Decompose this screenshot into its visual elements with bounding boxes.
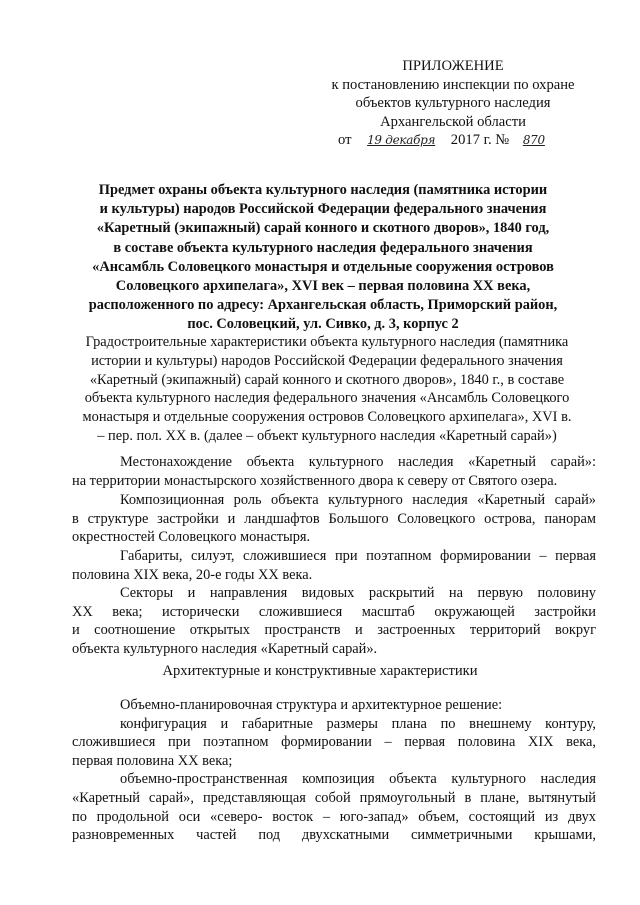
paragraph-line: Объемно-планировочная структура и архитектурное решение: — [120, 697, 503, 713]
appendix-label: ПРИЛОЖЕНИЕ — [402, 58, 504, 74]
paragraph-line: по продольной оси «северо- восток – юго-запад» объем, состоящий из двух — [72, 808, 596, 825]
paragraph-line: и соотношение открытых пространств и застроенных территорий вокруг — [72, 622, 596, 639]
title-line: пос. Соловецкий, ул. Сивко, д. 3, корпус 2 — [187, 316, 459, 333]
title-line: расположенного по адресу: Архангельская область, Приморский район, — [88, 297, 558, 314]
paragraph-line: Габариты, силуэт, сложившиеся при поэтапном формировании – первая — [120, 548, 596, 564]
document-title — [70, 181, 576, 335]
paragraph-line: конфигурация и габаритные размеры плана по внешнему контуру, — [120, 715, 596, 732]
title-line: в составе объекта культурного наследия федерального значения — [113, 239, 533, 256]
appendix-header — [318, 57, 588, 150]
title-line: и культуры) народов Российской Федерации федерального значения — [99, 201, 547, 218]
title-line: «Ансамбль Соловецкого монастыря и отдельные сооружения островов — [92, 258, 554, 275]
paragraph-line: Местонахождение объекта культурного наследия «Каретный сарай»: — [120, 454, 596, 470]
appendix-line: объектов культурного наследия — [355, 95, 551, 112]
composition-paragraph — [72, 491, 596, 547]
paragraph-line: объекта культурного наследия «Каретный сарай». — [72, 640, 378, 657]
paragraph-line: окрестностей Соловецкого монастыря. — [72, 529, 311, 546]
paragraph-line: сложившиеся при поэтапном формировании – первая половина XIX века, — [72, 734, 596, 751]
intro-line: Градостроительные характеристики объекта культурного наследия (памятника — [85, 334, 569, 350]
date-prefix: от — [338, 132, 352, 149]
intro-line: объекта культурного наследия федерального значения «Ансамбль Соловецкого — [84, 390, 570, 407]
paragraph-line: разновременных частей под двухскатными симметричными крышами, — [72, 827, 596, 844]
appendix-line: к постановлению инспекции по охране — [331, 76, 575, 93]
handwritten-date: 19 декабря — [367, 133, 436, 148]
title-line: «Каретный (экипажный) сарай конного и скотного дворов», 1840 год, — [96, 220, 550, 237]
paragraph-line: XX века; исторически сложившиеся масштаб окружающей застройки — [72, 603, 596, 620]
paragraph-line: «Каретный сарай», представляющая собой прямоугольный в плане, вытянутый — [72, 789, 596, 806]
paragraph-line: первая половина XX века; — [72, 752, 233, 769]
paragraph-line: в структуре застройки и ландшафтов Большого Соловецкого острова, панорам — [72, 510, 596, 527]
paragraph-line: Композиционная роль объекта культурного наследия «Каретный сарай» — [120, 492, 596, 508]
view-sectors-paragraph — [72, 584, 596, 658]
intro-line: монастыря и отдельные сооружения островов Соловецкого архипелага», XVI в. — [82, 409, 572, 426]
intro-line: – пер. пол. XX в. (далее – объект культурного наследия «Каретный сарай») — [97, 427, 557, 444]
section-heading: Архитектурные и конструктивные характеристики — [162, 663, 478, 679]
title-line: Предмет охраны объекта культурного наследия (памятника истории — [98, 182, 548, 198]
architecture-section — [72, 696, 596, 845]
appendix-line: Архангельской области — [380, 113, 526, 130]
intro-line: «Каретный (экипажный) сарай конного и скотного дворов», 1840 г., в составе — [89, 371, 565, 388]
intro-paragraph — [72, 333, 582, 446]
paragraph-line: Секторы и направления видовых раскрытий на первую половину — [120, 585, 596, 601]
location-paragraph — [72, 453, 596, 490]
appendix-date-line — [338, 131, 588, 150]
paragraph-line: на территории монастырского хозяйственного двора к северу от Святого озера. — [72, 472, 558, 489]
year-and-number-label: 2017 г. № — [450, 132, 510, 149]
intro-line: истории и культуры) народов Российской Федерации федерального значения — [91, 352, 563, 369]
title-line: Соловецкого архипелага», XVI век – первая половина XX века, — [115, 278, 531, 295]
paragraph-line: объемно-пространственная композиция объекта культурного наследия — [120, 771, 596, 788]
handwritten-number: 870 — [522, 133, 545, 148]
paragraph-line: половина XIX века, 20-е годы XX века. — [72, 566, 313, 583]
dimensions-paragraph — [72, 547, 596, 584]
